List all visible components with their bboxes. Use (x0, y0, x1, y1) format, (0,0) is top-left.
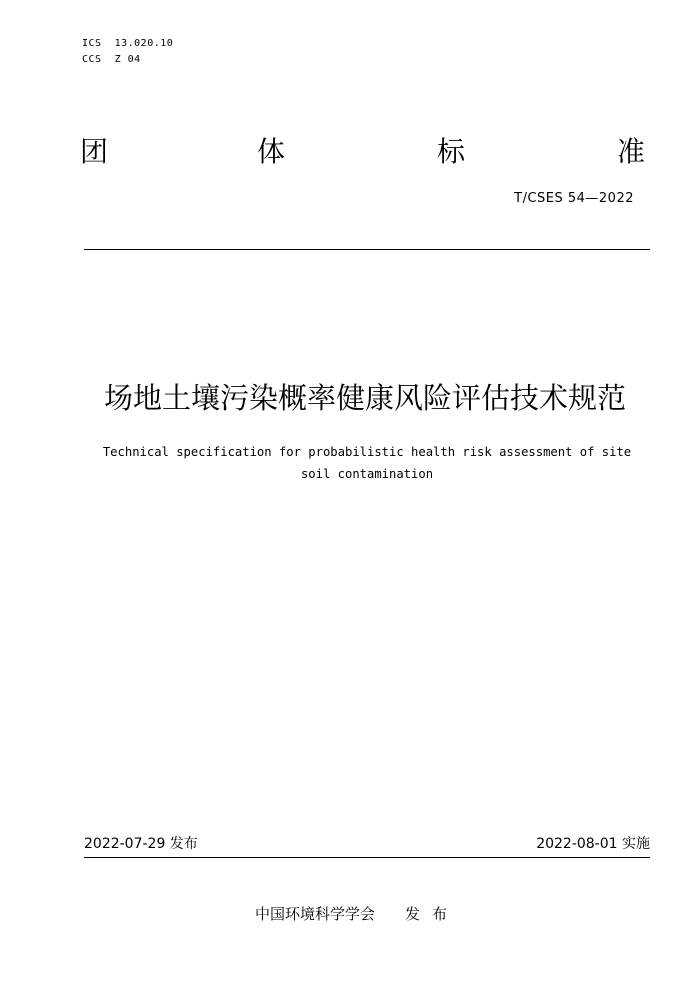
title-chinese: 场地土壤污染概率健康风险评估技术规范 (103, 381, 626, 415)
title-english-line-1: Technical specification for probabilistic health risk assessment of site (102, 445, 632, 459)
header-divider (84, 249, 650, 250)
standard-type-char-4: 准 (617, 135, 646, 168)
publisher-action: 发布 (405, 905, 460, 923)
standard-number: T/CSES 54—2022 (514, 191, 634, 206)
title-english (80, 441, 654, 485)
publisher-line (0, 904, 700, 924)
issue-date: 2022-07-29 发布 (84, 836, 198, 852)
ccs-code: CCS Z 04 (82, 54, 141, 65)
publisher-organization: 中国环境科学学会 (254, 905, 375, 923)
classification-codes (82, 36, 173, 68)
standard-type-char-1: 团 (80, 135, 109, 168)
standard-type-char-3: 标 (437, 135, 466, 168)
implementation-date: 2022-08-01 实施 (536, 836, 650, 852)
ics-code: ICS 13.020.10 (82, 38, 174, 49)
footer-divider (84, 857, 650, 858)
title-english-line-2: soil contamination (300, 467, 434, 481)
standard-type-char-2: 体 (257, 135, 286, 168)
